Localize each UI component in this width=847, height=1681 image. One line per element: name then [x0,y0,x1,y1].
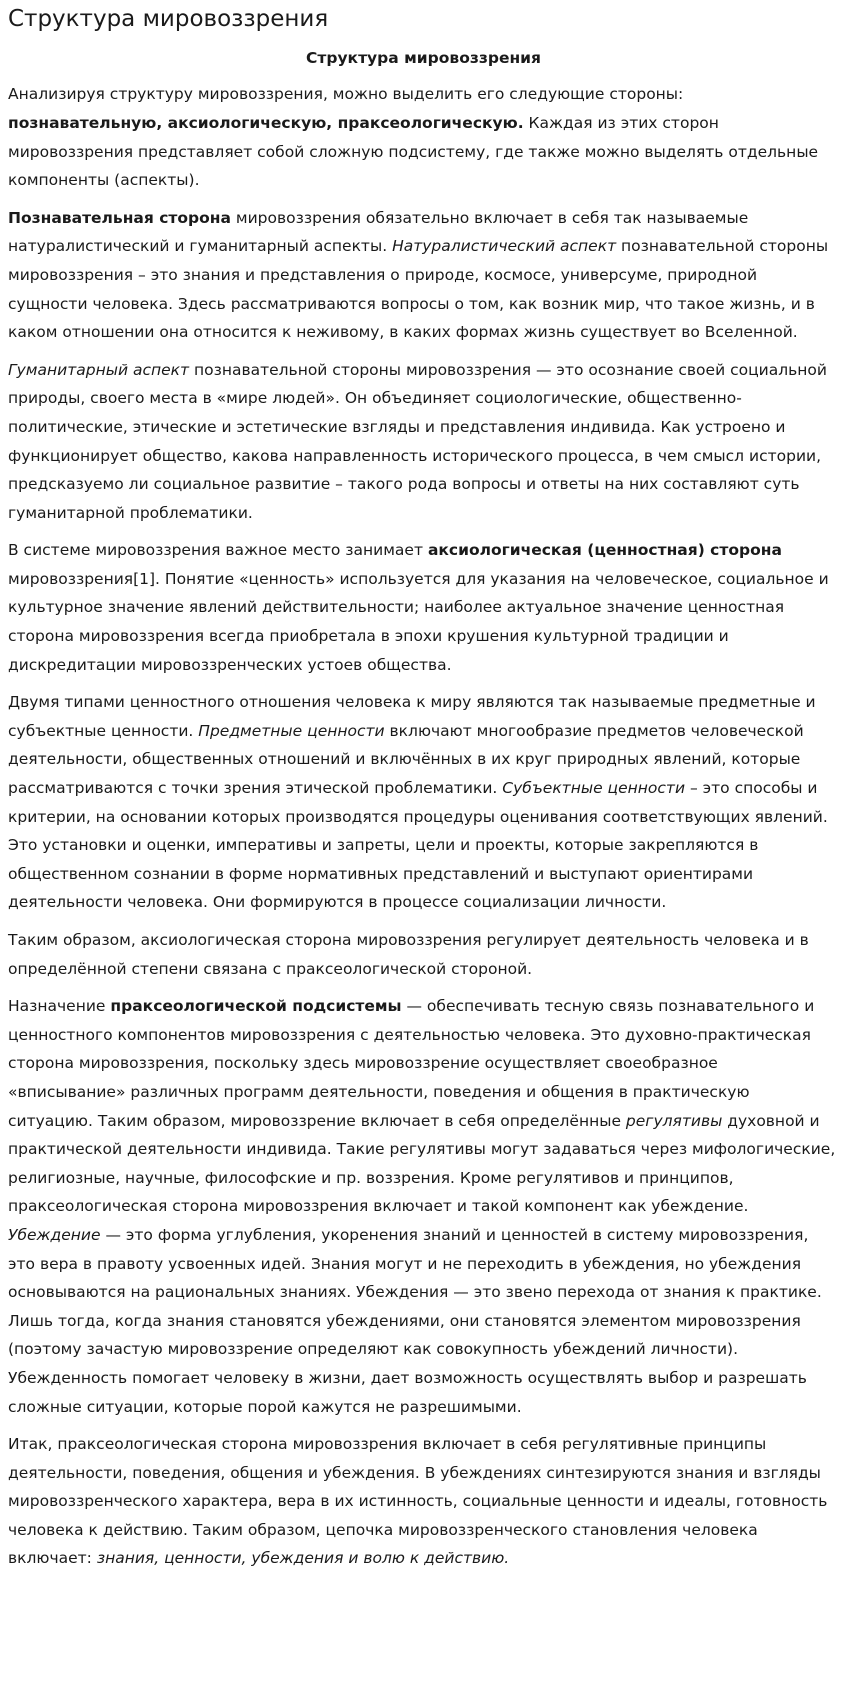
bold-term: праксеологической подсистемы [110,997,402,1016]
italic-term: знания, ценности, убеждения и волю к действию. [96,1549,510,1568]
text-run: Каждая из этих сторон мировоззрения представляет собой сложную подсистему, где также можно выделять отдельные компоненты (аспекты). [8,113,819,190]
text-run: духовной и практической деятельности индивида. Такие регулятивы могут задаваться через мифологические, религиозные, научные, философские и пр. воззрения. Кроме регулятивов и принципов, праксеологическая сторона мировоззрения включает и такой компонент как убеждение. [8,1111,836,1216]
bold-term: аксиологическая (ценностная) сторона [427,541,782,560]
paragraph-2 [8,204,839,347]
text-run: мировоззрения обязательно включает в себя так называемые натуралистический и гуманитарный аспекты. [8,208,749,256]
text-run: – это способы и критерии, на основании которых производятся процедуры оценивания соответствующих явлений. Это установки и оценки, императивы и запреты, цели и проекты, которые закрепляются в общественном сознании в форме нормативных представлений и выступают ориентирами деятельности человека. Они формируются в процессе социализации личности. [8,779,828,912]
text-run: Таким образом, аксиологическая сторона мировоззрения регулирует деятельность человека и в определённой степени связана с праксеологической стороной. [8,931,809,978]
text-run: Назначение [8,997,111,1016]
page-title: Структура мировоззрения [8,6,329,32]
text-run: познавательной стороны мировоззрения – это знания и представления о природе, космосе, универсуме, природной сущности человека. Здесь рассматриваются вопросы о том, как возник мир, что такое жизнь, и в каком отношении она относится к неживому, в каких формах жизнь существует во Вселенной. [8,237,829,342]
italic-term: Натуралистический аспект [392,237,617,256]
paragraph-4 [8,536,839,679]
bold-term: познавательную, аксиологическую, праксеологическую. [8,113,524,132]
article-heading: Структура мировоззрения [306,48,541,67]
paragraph-1 [8,80,839,194]
italic-term: Субъектные ценности [502,779,686,798]
italic-term: Гуманитарный аспект [8,360,190,379]
text-run: включают многообразие предметов человеческой деятельности, общественных отношений и включённых в их круг природных явлений, которые рассматриваются с точки зрения этической проблематики. [8,721,804,798]
paragraph-5 [8,688,839,917]
text-run: — обеспечивать тесную связь познавательного и ценностного компонентов мировоззрения с деятельностью человека. Это духовно-практическая сторона мировоззрения, поскольку здесь мировоззрение осуществляет своеобразное «вписывание» различных программ деятельности, поведения и общения в практическую ситуацию. Таким образом, мировоззрение включает в себя определённые [8,997,815,1130]
text-run: познавательной стороны мировоззрения — это осознание своей социальной природы, своего места в «мире людей». Он объединяет социологические, общественно-политические, этические и эстетические взгляды и представления индивида. Как устроено и функционирует общество, какова направленность исторического процесса, в чем смысл истории, предсказуемо ли социальное развитие – такого рода вопросы и ответы на них составляют суть гуманитарной проблематики. [8,360,827,522]
text-run: — это форма углубления, укоренения знаний и ценностей в систему мировоззрения, это вера в правоту усвоенных идей. Знания могут и не переходить в убеждения, но убеждения основываются на рациональных знаниях. Убеждения — это звено перехода от знания к практике. Лишь тогда, когда знания становятся убеждениями, они становятся элементом мировоззрения (поэтому зачастую мировоззрение определяют как совокупность убеждений личности). Убежденность помогает человеку в жизни, дает возможность осуществлять выбор и разрешать сложные ситуации, которые порой кажутся не разрешимыми. [8,1225,822,1416]
text-run: Итак, праксеологическая сторона мировоззрения включает в себя регулятивные принципы деятельности, поведения, общения и убеждения. В убеждениях синтезируются знания и взгляды мировоззренческого характера, вера в их истинность, социальные ценности и идеалы, готовность человека к действию. Таким образом, цепочка мировоззренческого становления человека включает: [8,1435,828,1568]
italic-term: регулятивы [625,1111,723,1130]
text-run: Анализируя структуру мировоззрения, можно выделить его следующие стороны: [8,85,684,104]
text-run: мировоззрения[1]. Понятие «ценность» используется для указания на человеческое, социальное и культурное значение явлений действительности; наиболее актуальное значение ценностная сторона мировоззрения всегда приобретала в эпохи крушения культурной традиции и дискредитации мировоззренческих устоев общества. [8,569,829,674]
text-run: В системе мировоззрения важное место занимает [8,541,428,560]
paragraph-6 [8,926,839,983]
italic-term: Убеждение [8,1225,101,1244]
paragraph-7 [8,992,839,1421]
paragraph-8 [8,1430,839,1573]
bold-term: Познавательная сторона [8,208,231,227]
italic-term: Предметные ценности [198,721,385,740]
text-run: Двумя типами ценностного отношения человека к миру являются так называемые предметные и субъектные ценности. [8,693,816,740]
paragraph-3 [8,356,839,528]
